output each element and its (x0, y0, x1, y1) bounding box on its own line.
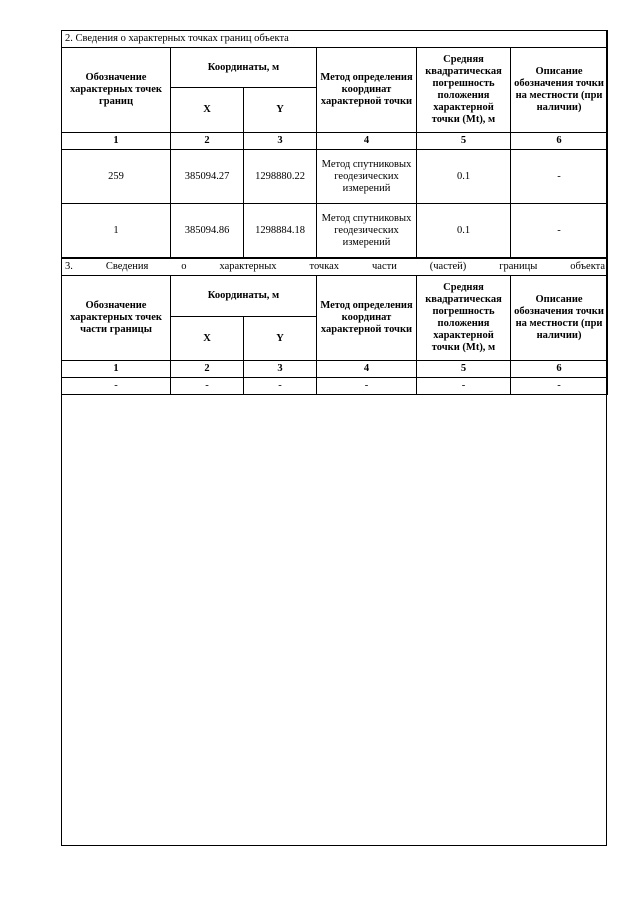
table-row (62, 150, 608, 204)
section-2-title: 2. Сведения о характерных точках границ объекта (62, 31, 608, 48)
header-designation: Обозначение характерных точек границ (62, 48, 171, 133)
method-cell: - (317, 378, 417, 395)
coordinate-y: 1298884.18 (244, 204, 317, 258)
header-x: X (171, 317, 244, 361)
accuracy-cell: 0.1 (417, 204, 511, 258)
coordinate-x: 385094.27 (171, 150, 244, 204)
header-description: Описание обозначения точки на местности (при наличии) (511, 48, 608, 133)
header-x: X (171, 88, 244, 133)
header-coordinates: Координаты, м (171, 48, 317, 88)
column-number: 2 (171, 133, 244, 150)
table-row (62, 378, 608, 395)
section-3-title: 3. Сведения о характерных точках части (частей) границы объекта (62, 259, 608, 276)
column-number: 3 (244, 361, 317, 378)
point-designation: 259 (62, 150, 171, 204)
coordinate-y: 1298880.22 (244, 150, 317, 204)
point-designation: - (62, 378, 171, 395)
boundary-points-table (61, 30, 608, 258)
column-number: 3 (244, 133, 317, 150)
column-number: 5 (417, 133, 511, 150)
column-numbers-row (62, 361, 608, 378)
method-cell: Метод спутниковых геодезических измерений (317, 150, 417, 204)
header-coordinates: Координаты, м (171, 276, 317, 317)
column-number: 1 (62, 133, 171, 150)
column-number: 5 (417, 361, 511, 378)
column-number: 6 (511, 361, 608, 378)
header-accuracy: Средняя квадратическая погрешность положения характерной точки (Mt), м (417, 276, 511, 361)
column-number: 4 (317, 361, 417, 378)
description-cell: - (511, 204, 608, 258)
header-y: Y (244, 317, 317, 361)
coordinate-y: - (244, 378, 317, 395)
header-accuracy: Средняя квадратическая погрешность положения характерной точки (Mt), м (417, 48, 511, 133)
header-method: Метод определения координат характерной точки (317, 276, 417, 361)
column-number: 1 (62, 361, 171, 378)
description-cell: - (511, 150, 608, 204)
coordinate-x: 385094.86 (171, 204, 244, 258)
column-number: 2 (171, 361, 244, 378)
description-cell: - (511, 378, 608, 395)
boundary-part-points-table (61, 258, 608, 395)
column-numbers-row (62, 133, 608, 150)
header-method: Метод определения координат характерной точки (317, 48, 417, 133)
header-designation: Обозначение характерных точек части границы (62, 276, 171, 361)
method-cell: Метод спутниковых геодезических измерений (317, 204, 417, 258)
column-number: 4 (317, 133, 417, 150)
coordinate-x: - (171, 378, 244, 395)
accuracy-cell: 0.1 (417, 150, 511, 204)
header-y: Y (244, 88, 317, 133)
point-designation: 1 (62, 204, 171, 258)
column-number: 6 (511, 133, 608, 150)
accuracy-cell: - (417, 378, 511, 395)
header-description: Описание обозначения точки на местности (при наличии) (511, 276, 608, 361)
table-row (62, 204, 608, 258)
